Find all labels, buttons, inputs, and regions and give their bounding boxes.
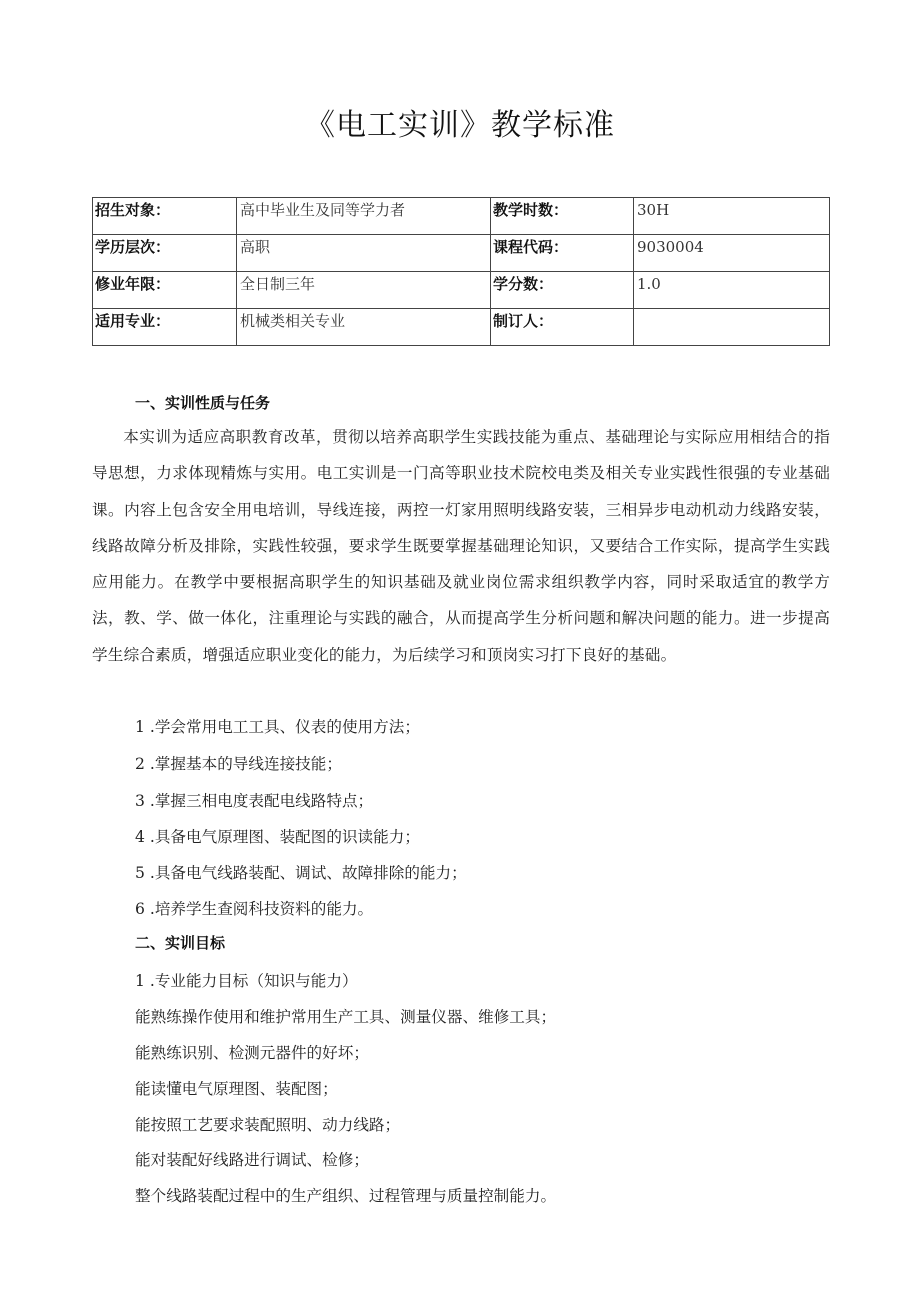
table-row <box>93 272 830 309</box>
section1-item-6: 6 .培养学生查阅科技资料的能力。 <box>135 900 374 918</box>
study-duration-label: 修业年限： <box>93 272 237 309</box>
section1-item-5: 5 .具备电气线路装配、调试、故障排除的能力； <box>135 864 467 882</box>
course-info-table <box>92 197 830 346</box>
enrollment-target-label: 招生对象： <box>93 198 237 235</box>
credits-label: 学分数： <box>491 272 634 309</box>
table-row <box>93 309 830 346</box>
education-level-value: 高职 <box>237 235 491 272</box>
section2-item-4: 能按照工艺要求装配照明、动力线路； <box>135 1116 401 1134</box>
section1-item-3: 3 .掌握三相电度表配电线路特点； <box>135 792 374 810</box>
section2-heading: 二、实训目标 <box>135 934 226 952</box>
credits-value: 1.0 <box>634 272 830 309</box>
study-duration-value: 全日制三年 <box>237 272 491 309</box>
enrollment-target-value: 高中毕业生及同等学力者 <box>237 198 491 235</box>
applicable-major-value: 机械类相关专业 <box>237 309 491 346</box>
teaching-hours-value: 30H <box>634 198 830 235</box>
applicable-major-label: 适用专业： <box>93 309 237 346</box>
course-code-value: 9030004 <box>634 235 830 272</box>
teaching-hours-label: 教学时数： <box>491 198 634 235</box>
section1-paragraph: 本实训为适应高职教育改革，贯彻以培养高职学生实践技能为重点、基础理论与实际应用相结合的指导思想，力求体现精炼与实用。电工实训是一门高等职业技术院校电类及相关专业实践性很强的专业基础课。内容上包含安全用电培训，导线连接，两控一灯家用照明线路安装，三相异步电动机动力线路安装，线路故障分析及排除，实践性较强，要求学生既要掌握基础理论知识，又要结合工作实际，提高学生实践应用能力。在教学中要根据高职学生的知识基础及就业岗位需求组织教学内容，同时采取适宜的教学方法，教、学、做一体化，注重理论与实践的融合，从而提高学生分析问题和解决问题的能力。进一步提高学生综合素质，增强适应职业变化的能力，为后续学习和顶岗实习打下良好的基础。 <box>92 428 830 664</box>
education-level-label: 学历层次： <box>93 235 237 272</box>
section2-item-2: 能熟练识别、检测元器件的好坏； <box>135 1044 369 1062</box>
author-label: 制订人： <box>491 309 634 346</box>
section2-item-1: 能熟练操作使用和维护常用生产工具、测量仪器、维修工具； <box>135 1008 557 1026</box>
section1-item-4: 4 .具备电气原理图、装配图的识读能力； <box>135 828 420 846</box>
table-row <box>93 198 830 235</box>
section1-item-1: 1 .学会常用电工工具、仪表的使用方法； <box>135 718 420 736</box>
section2-subheading: 1 .专业能力目标（知识与能力） <box>135 972 358 990</box>
author-value <box>634 309 830 346</box>
table-row <box>93 235 830 272</box>
section1-item-2: 2 .掌握基本的导线连接技能； <box>135 755 342 773</box>
course-code-label: 课程代码： <box>491 235 634 272</box>
section1-heading: 一、实训性质与任务 <box>135 394 271 412</box>
section2-item-5: 能对装配好线路进行调试、检修； <box>135 1151 369 1169</box>
section2-item-3: 能读懂电气原理图、装配图； <box>135 1080 338 1098</box>
document-title: 《电工实训》教学标准 <box>305 108 615 143</box>
section2-item-6: 整个线路装配过程中的生产组织、过程管理与质量控制能力。 <box>135 1187 557 1205</box>
